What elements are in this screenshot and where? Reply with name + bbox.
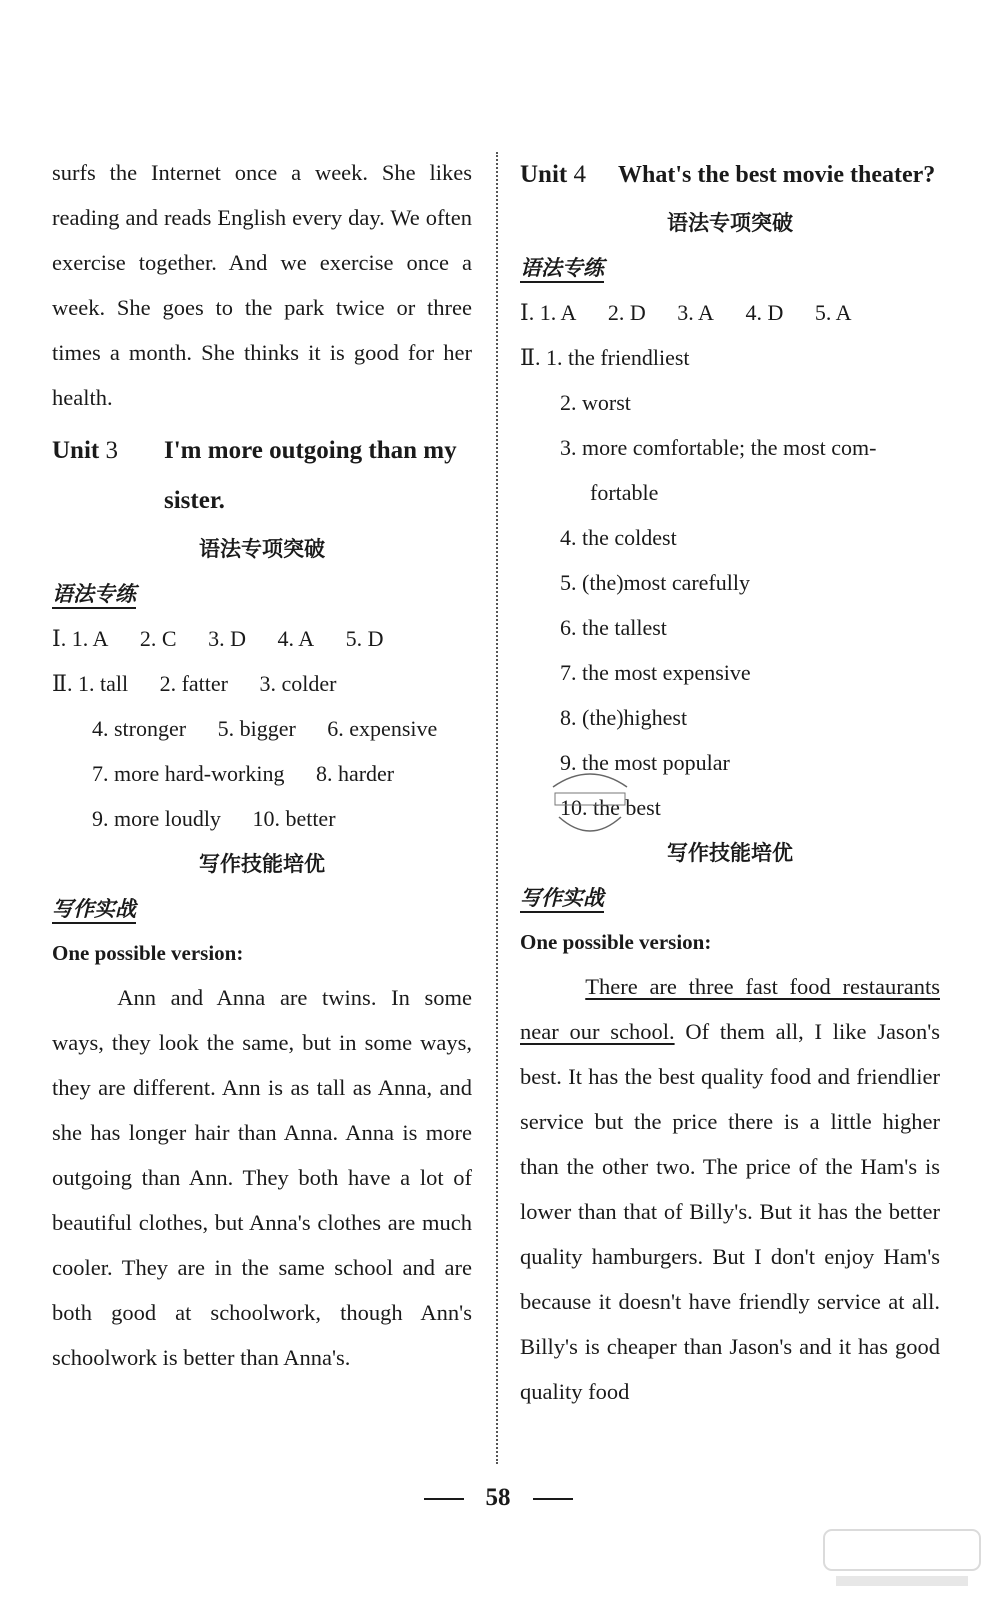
part2-first-2: Ⅱ. 1. the friendliest	[520, 345, 690, 370]
version-label-2: One possible version:	[520, 930, 712, 954]
part2-row-4: 9. more loudly 10. better	[92, 806, 336, 831]
list-item: 5. (the)most carefully	[560, 570, 750, 595]
writing-practice-heading: 写作实战	[52, 887, 472, 931]
writing-skills-heading: 写作技能培优	[199, 852, 325, 876]
grammar-breakthrough-heading-2: 语法专项突破	[667, 211, 793, 235]
part1-answers-2: Ⅰ. 1. A 2. D 3. A 4. D 5. A	[520, 300, 852, 325]
watermark-logo-icon	[822, 1528, 982, 1590]
unit4-title	[520, 150, 940, 200]
intro-paragraph: surfs the Internet once a week. She likes reading and reads English every day. We often exercise together. And we exercise once a week. She goes to the park twice or three times a month. She thinks it is good for her health.	[52, 160, 472, 410]
part2-row-2: 4. stronger 5. bigger 6. expensive	[92, 716, 438, 741]
grammar-practice-heading: 语法专练	[52, 572, 472, 616]
unit3-label: Unit	[52, 437, 100, 464]
writing-skills-heading-2: 写作技能培优	[667, 841, 793, 865]
writing-practice-heading-2: 写作实战	[520, 876, 940, 920]
list-item: 3. more comfortable; the most com-	[560, 435, 877, 460]
essay-underlined-sentence: There are three fast food restaurants near our school.	[520, 974, 940, 1044]
list-item: 6. the tallest	[560, 615, 667, 640]
unit4-heading: What's the best movie theater?	[618, 162, 936, 188]
list-item: 4. the coldest	[560, 525, 677, 550]
page-number: 58	[0, 1478, 996, 1518]
unit3-number: 3	[105, 437, 118, 464]
stamp-icon	[545, 765, 635, 843]
left-column	[52, 150, 472, 1380]
list-item: 8. (the)highest	[560, 705, 688, 730]
part2-row-3: 7. more hard-working 8. harder	[92, 761, 395, 786]
unit3-title	[52, 426, 472, 526]
column-divider	[496, 152, 498, 1464]
grammar-practice-heading-2: 语法专练	[520, 246, 940, 290]
part1-answers: Ⅰ. 1. A 2. C 3. D 4. A 5. D	[52, 626, 384, 651]
unit4-number: 4	[573, 161, 586, 188]
essay-paragraph-2	[520, 964, 940, 1414]
list-item: 10. the best	[560, 795, 661, 820]
grammar-breakthrough-heading: 语法专项突破	[199, 537, 325, 561]
list-item: 7. the most expensive	[560, 660, 751, 685]
part2-row-1: Ⅱ. 1. tall 2. fatter 3. colder	[52, 671, 337, 696]
version-label: One possible version:	[52, 941, 244, 965]
essay-rest: Of them all, I like Jason's best. It has the best quality food and friendlier service but the price there is a little higher than the other two. The price of the Ham's is lower than that of Billy's. But it has the better quality hamburgers. But I don't enjoy Ham's because it doesn't have friendly service at all. Billy's is cheaper than Jason's and it has good quality food	[520, 1019, 941, 1404]
unit4-label: Unit	[520, 161, 568, 188]
list-item: fortable	[590, 480, 659, 505]
list-item: 2. worst	[560, 390, 631, 415]
list-item: 9. the most popular	[560, 750, 730, 775]
unit3-heading: I'm more outgoing than my sister.	[164, 437, 457, 514]
essay-paragraph: Ann and Anna are twins. In some ways, they look the same, but in some ways, they are different. Ann is as tall as Anna, and she has longer hair than Anna. Anna is more outgoing than Ann. They both have a lot of beautiful clothes, but Anna's clothes are much cooler. They are in the same school and are both good at schoolwork, though Ann's schoolwork is better than Anna's.	[52, 985, 472, 1370]
